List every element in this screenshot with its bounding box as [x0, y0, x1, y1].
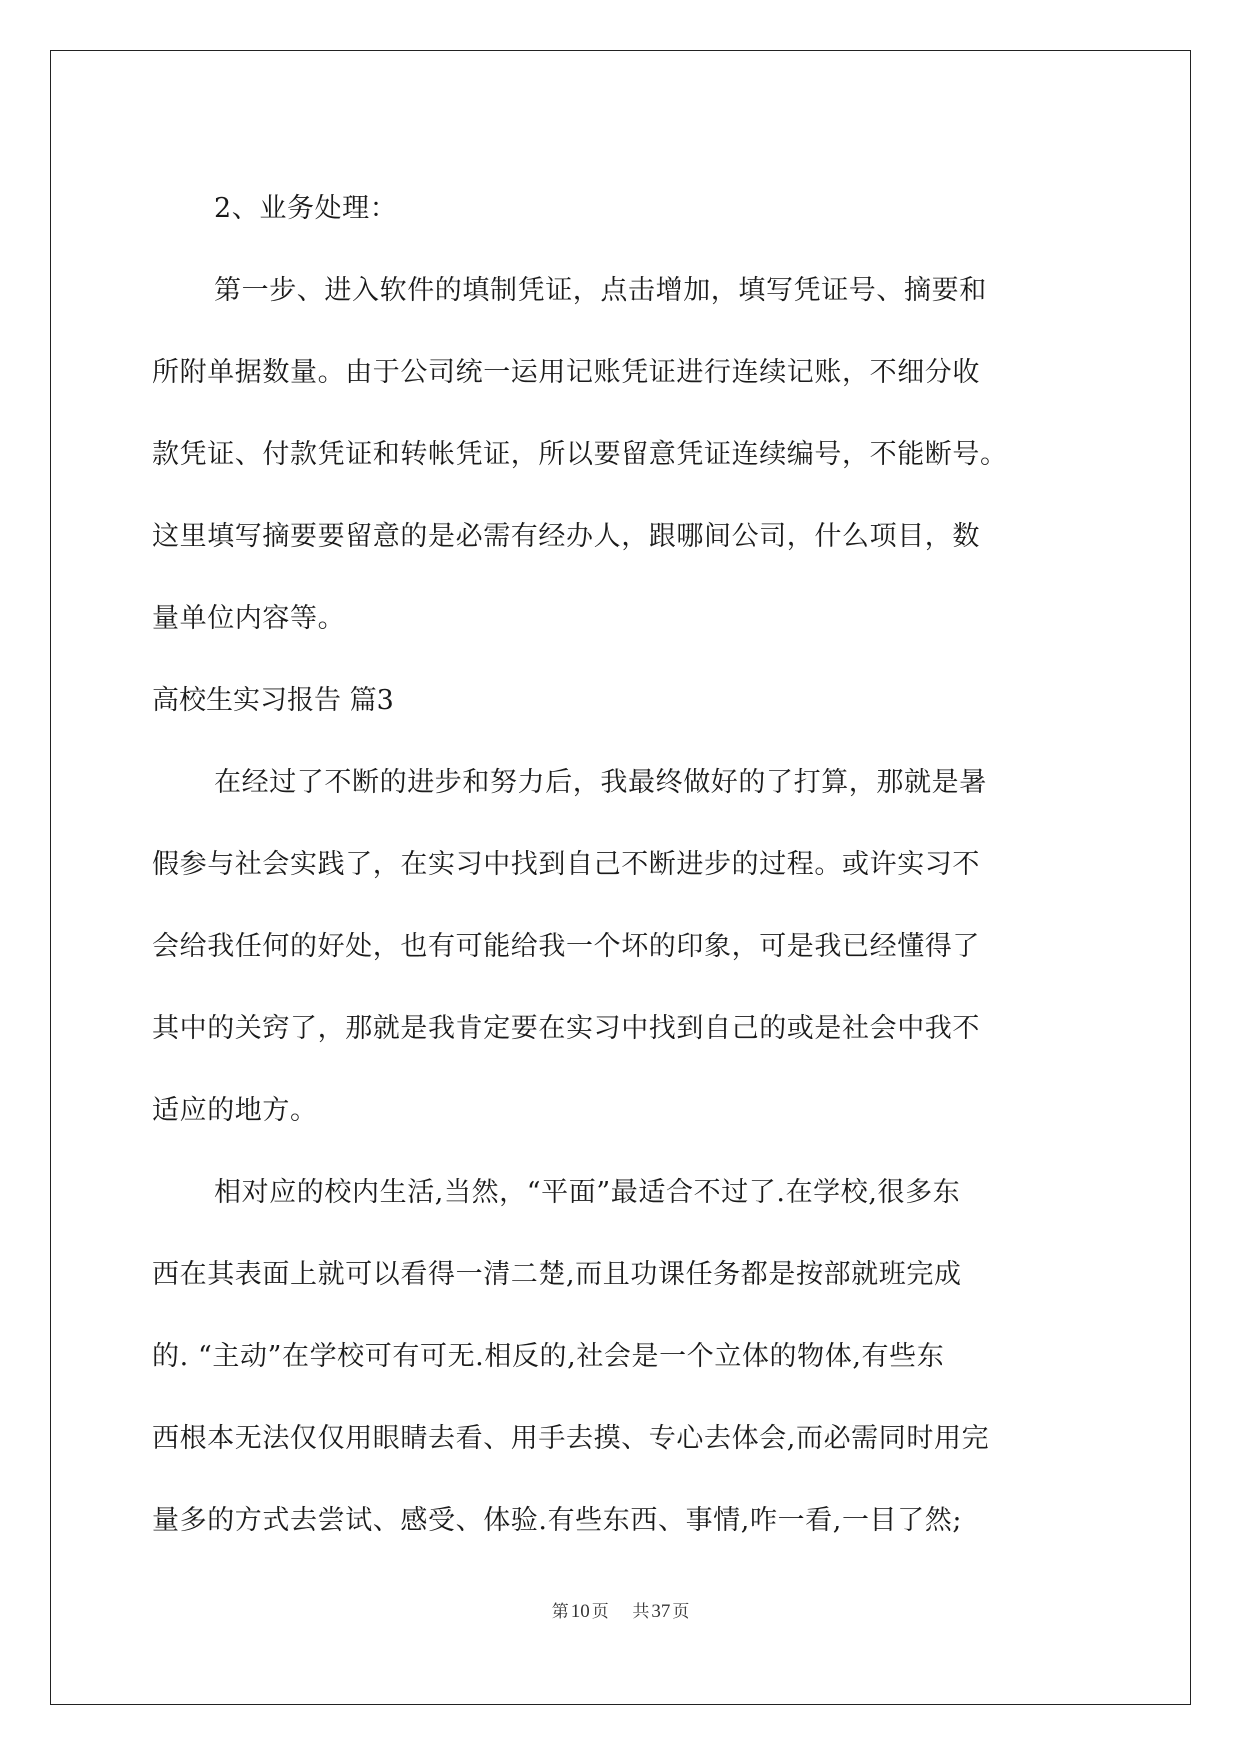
- paragraph-line: 西在其表面上就可以看得一清二楚,而且功课任务都是按部就班完成: [152, 1259, 962, 1290]
- paragraph-line: 这里填写摘要要留意的是必需有经办人，跟哪间公司，什么项目，数: [152, 521, 980, 552]
- paragraph-line: 款凭证、付款凭证和转帐凭证，所以要留意凭证连续编号，不能断号。: [152, 439, 1008, 470]
- paragraph-line: 的. “主动”在学校可有可无.相反的,社会是一个立体的物体,有些东: [152, 1341, 945, 1372]
- total-pages: 37: [651, 1601, 671, 1622]
- page-number: 10: [570, 1601, 590, 1622]
- paragraph-line: 会给我任何的好处，也有可能给我一个坏的印象，可是我已经懂得了: [152, 931, 980, 962]
- footer-page-suffix: 页: [591, 1602, 609, 1622]
- paragraph-line: 假参与社会实践了，在实习中找到自己不断进步的过程。或许实习不: [152, 849, 980, 880]
- document-body: [152, 168, 1092, 1562]
- page-footer: [0, 1597, 1241, 1623]
- footer-prefix: 第: [551, 1602, 569, 1622]
- section-heading: 高校生实习报告 篇3: [152, 685, 394, 716]
- footer-total-suffix: 页: [672, 1602, 690, 1622]
- paragraph-line: 适应的地方。: [152, 1095, 318, 1126]
- paragraph-line: 其中的关窍了，那就是我肯定要在实习中找到自己的或是社会中我不: [152, 1013, 980, 1044]
- paragraph-line: 量单位内容等。: [152, 603, 346, 634]
- paragraph-line: 2、业务处理：: [214, 193, 398, 224]
- paragraph-line: 在经过了不断的进步和努力后，我最终做好的了打算，那就是暑: [214, 767, 987, 798]
- paragraph-line: 量多的方式去尝试、感受、体验.有些东西、事情,咋一看,一目了然;: [152, 1505, 963, 1536]
- paragraph-line: 西根本无法仅仅用眼睛去看、用手去摸、专心去体会,而必需同时用完: [152, 1423, 990, 1454]
- footer-total-prefix: 共: [632, 1602, 650, 1622]
- paragraph-line: 所附单据数量。由于公司统一运用记账凭证进行连续记账，不细分收: [152, 357, 980, 388]
- paragraph-line: 第一步、进入软件的填制凭证，点击增加，填写凭证号、摘要和: [214, 275, 987, 306]
- paragraph-line: 相对应的校内生活,当然，“平面”最适合不过了.在学校,很多东: [214, 1177, 961, 1208]
